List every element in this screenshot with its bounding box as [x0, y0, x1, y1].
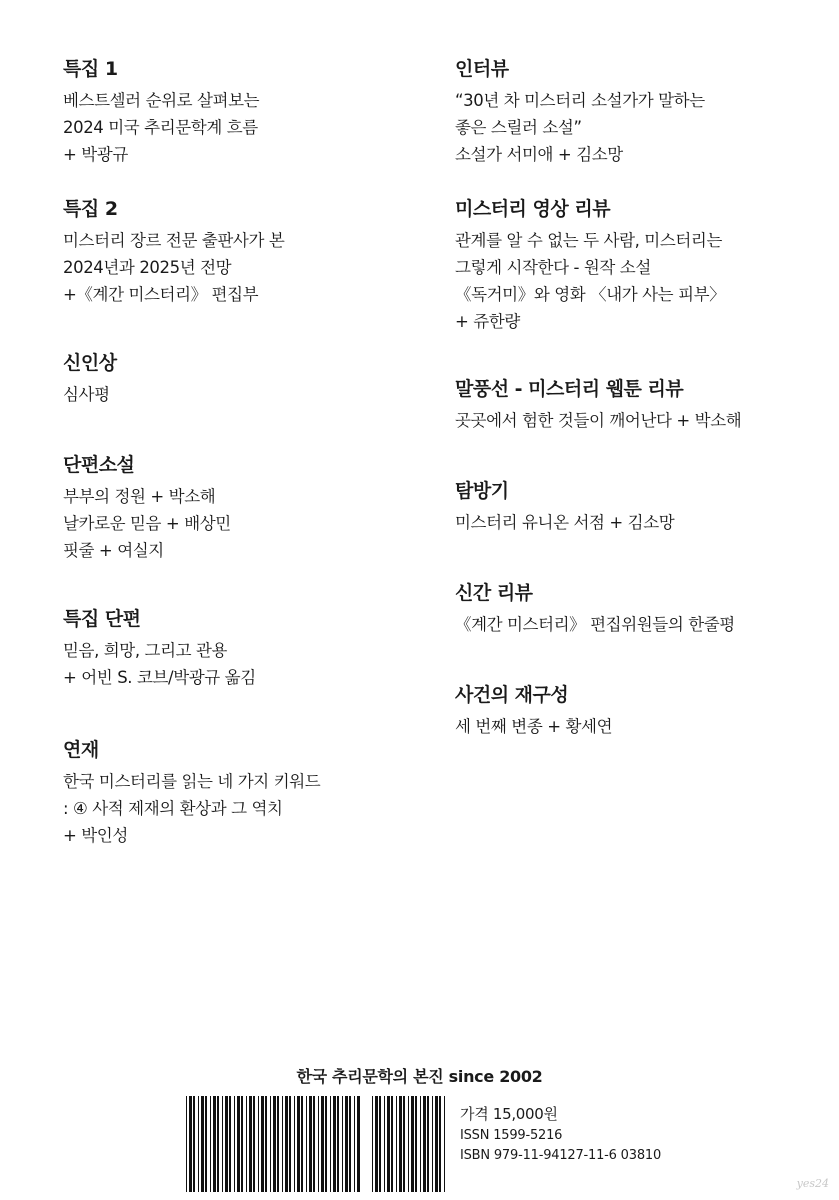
watermark: yes24 [796, 1177, 829, 1190]
section-line: + 박인성 [63, 826, 128, 845]
section-line: 그렇게 시작한다 - 원작 소설 [455, 258, 651, 277]
tagline: 한국 추리문학의 본진 since 2002 [296, 1067, 543, 1086]
section-line: 핏줄 + 여실지 [63, 541, 164, 560]
section-title: 사건의 재구성 [455, 684, 569, 706]
section-video-review [455, 196, 825, 335]
section-new-book-review [455, 580, 825, 638]
section-line: 베스트셀러 순위로 살펴보는 [63, 91, 260, 110]
section-webtoon-review [455, 376, 825, 434]
section-new-writer-award [63, 350, 423, 408]
section-title: 신간 리뷰 [455, 582, 533, 604]
section-line: 좋은 스릴러 소설” [455, 118, 582, 137]
section-line: 미스터리 장르 전문 출판사가 본 [63, 231, 285, 250]
section-line: 미스터리 유니온 서점 + 김소망 [455, 513, 675, 532]
section-line: 심사평 [63, 385, 110, 404]
section-special-2 [63, 196, 423, 308]
section-interview [455, 56, 825, 168]
section-special-1 [63, 56, 423, 168]
issn: ISSN 1599-5216 [460, 1128, 563, 1143]
section-line: 믿음, 희망, 그리고 관용 [63, 641, 228, 660]
section-special-short [63, 606, 423, 691]
section-line: 부부의 정원 + 박소해 [63, 487, 216, 506]
section-title: 연재 [63, 739, 99, 761]
section-case-reconstruction [455, 682, 825, 740]
section-line: + 쥬한량 [455, 312, 520, 331]
price: 가격 15,000원 [460, 1105, 558, 1123]
isbn: ISBN 979-11-94127-11-6 03810 [460, 1148, 662, 1163]
section-line: “30년 차 미스터리 소설가가 말하는 [455, 91, 705, 110]
section-serial [63, 737, 423, 849]
section-line: 한국 미스터리를 읽는 네 가지 키워드 [63, 772, 321, 791]
price-info [460, 1102, 661, 1166]
section-title: 단편소설 [63, 454, 135, 476]
section-line: 《독거미》와 영화 〈내가 사는 피부〉 [455, 285, 726, 304]
section-title: 특집 1 [63, 58, 118, 80]
section-line: + 어빈 S. 코브/박광규 옮김 [63, 668, 256, 687]
section-line: 2024년과 2025년 전망 [63, 258, 232, 277]
section-line: 날카로운 믿음 + 배상민 [63, 514, 231, 533]
section-short-stories [63, 452, 423, 564]
barcode [186, 1096, 448, 1192]
section-line: 관계를 알 수 없는 두 사람, 미스터리는 [455, 231, 722, 250]
section-title: 특집 단편 [63, 608, 141, 630]
section-line: 소설가 서미애 + 김소망 [455, 145, 623, 164]
section-title: 탐방기 [455, 480, 509, 502]
section-line: +《계간 미스터리》 편집부 [63, 285, 259, 304]
section-title: 말풍선 - 미스터리 웹툰 리뷰 [455, 378, 684, 400]
section-line: 곳곳에서 험한 것들이 깨어난다 + 박소해 [455, 411, 742, 430]
section-line: : ④ 사적 제재의 환상과 그 역치 [63, 799, 283, 818]
section-title: 신인상 [63, 352, 117, 374]
section-title: 미스터리 영상 리뷰 [455, 198, 611, 220]
section-title: 인터뷰 [455, 58, 509, 80]
section-title: 특집 2 [63, 198, 118, 220]
section-line: 《계간 미스터리》 편집위원들의 한줄평 [455, 615, 735, 634]
section-line: 세 번째 변종 + 황세연 [455, 717, 613, 736]
section-line: 2024 미국 추리문학계 흐름 [63, 118, 258, 137]
section-line: + 박광규 [63, 145, 128, 164]
section-visit [455, 478, 825, 536]
